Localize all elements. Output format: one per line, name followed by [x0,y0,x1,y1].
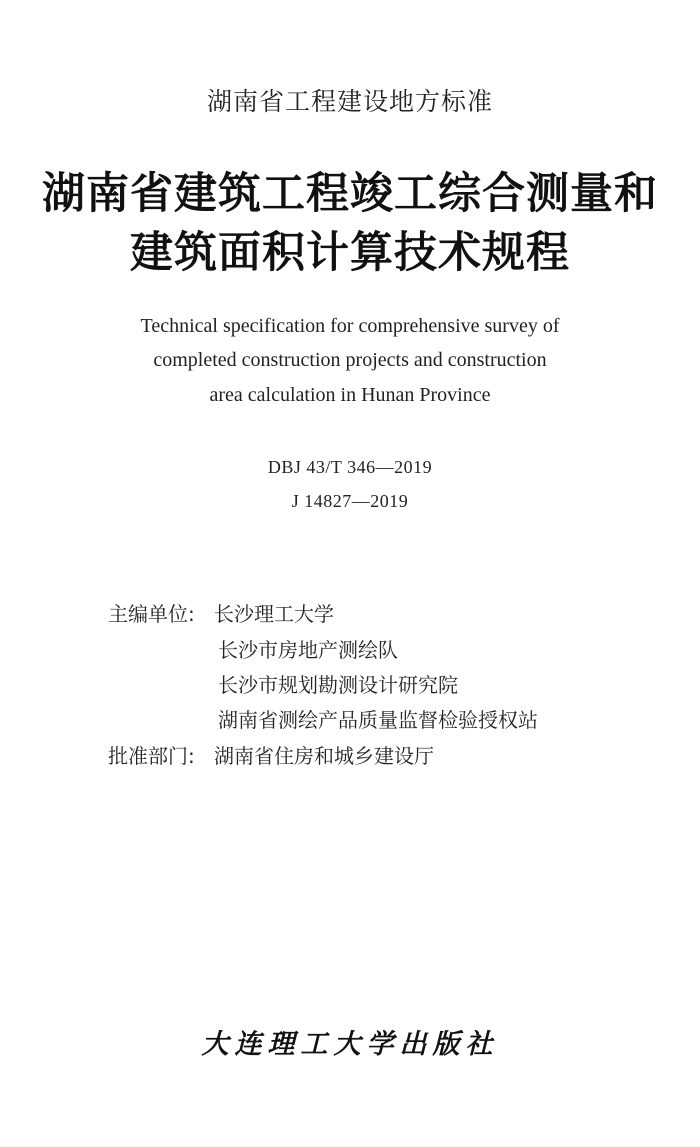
standard-code-dbj: DBJ 43/T 346—2019 [267,457,433,477]
approval-dept: 湖南省住房和城乡建设厅 [214,744,434,768]
standard-series: 湖南省工程建设地方标准 [206,87,493,116]
chief-editor-label: 主编单位: [108,602,195,626]
approval-label: 批准部门: [108,744,195,768]
title-en-line2: completed construction projects and construction [153,349,547,371]
approval-row [108,740,434,769]
title-cn-line1: 湖南省建筑工程竣工综合测量和 [42,169,658,219]
title-en-line3: area calculation in Hunan Province [209,384,491,406]
title-cn-line2: 建筑面积计算技术规程 [130,228,570,278]
chief-editor-unit-2: 长沙市房地产测绘队 [218,638,398,662]
title-en-line1: Technical specification for comprehensive survey of [140,315,560,337]
chief-editor-row [108,598,334,627]
standard-code-j: J 14827—2019 [291,491,409,511]
publisher-name: 大连理工大学出版社 [201,1029,499,1060]
chief-editor-unit-3: 长沙市规划勘测设计研究院 [218,673,458,697]
chief-editor-unit-4: 湖南省测绘产品质量监督检验授权站 [218,708,538,732]
chief-editor-unit-1: 长沙理工大学 [214,602,334,626]
